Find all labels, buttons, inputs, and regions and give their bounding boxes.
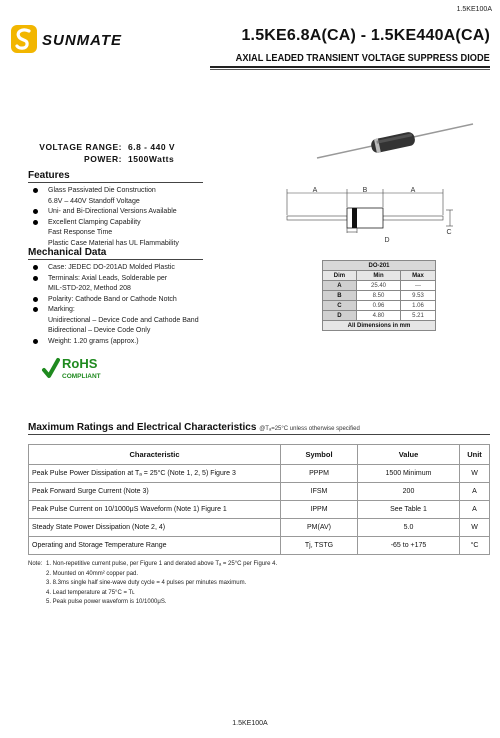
ratings-heading	[28, 422, 490, 435]
table-row: A 25.40 ---	[323, 281, 436, 291]
features-list	[28, 186, 228, 249]
col-value: Value	[358, 445, 460, 465]
note-item: 3. 8.3ms single half sine-wave duty cycle = 4 pulses per minutes maximum.	[46, 580, 247, 586]
list-item: Glass Passivated Die Construction 6.8V – 440V Standoff Voltage	[28, 186, 228, 207]
table-row: Peak Pulse Power Dissipation at Tₐ = 25°C (Note 1, 2, 5) Figure 3 PPPM 1500 Minimum W	[29, 465, 490, 483]
ratings-condition: @Tₐ=25°C unless otherwise specified	[259, 426, 360, 432]
dim-table-caption: DO-201	[323, 261, 436, 271]
list-item: Marking: Unidirectional – Device Code and Cathode Band Bidirectional – Device Code Only	[28, 305, 248, 337]
col-unit: Unit	[460, 445, 490, 465]
label-a-right: A	[410, 187, 416, 194]
rohs-badge	[40, 352, 110, 384]
power-label: POWER:	[84, 154, 122, 164]
table-row: D 4.80 5.21	[323, 311, 436, 321]
ratings-title: Maximum Ratings and Electrical Characteristics	[28, 422, 257, 433]
list-item: Weight: 1.20 grams (approx.)	[28, 337, 248, 348]
rohs-text: RoHS	[62, 356, 98, 371]
table-row: Steady State Power Dissipation (Note 2, 4) PM(AV) 5.0 W	[29, 519, 490, 537]
note-item: 5. Peak pulse power waveform is 10/1000μS.	[46, 599, 167, 605]
dimension-table	[322, 260, 436, 331]
mechanical-list	[28, 263, 248, 347]
page-title: 1.5KE6.8A(CA) - 1.5KE440A(CA)	[241, 27, 490, 44]
page-subtitle: AXIAL LEADED TRANSIENT VOLTAGE SUPPRESS DIODE	[235, 52, 490, 64]
list-item: Terminals: Axial Leads, Solderable per MIL-STD-202, Method 208	[28, 274, 248, 295]
list-item: Excellent Clamping Capability Fast Response Time Plastic Case Material has UL Flammability	[28, 218, 228, 250]
spec-block	[30, 142, 175, 166]
title-rule	[210, 66, 490, 68]
sunmate-logo	[10, 24, 130, 54]
col-symbol: Symbol	[281, 445, 358, 465]
dim-header: Dim	[323, 271, 357, 281]
logo-wordmark: SUNMATE	[42, 32, 123, 49]
list-item: Case: JEDEC DO-201AD Molded Plastic	[28, 263, 248, 274]
label-a-left: A	[312, 187, 318, 194]
label-b: B	[362, 187, 368, 194]
col-characteristic: Characteristic	[29, 445, 281, 465]
notes-block	[28, 560, 277, 608]
list-item: Polarity: Cathode Band or Cathode Notch	[28, 295, 248, 306]
table-row: B 8.50 9.53	[323, 291, 436, 301]
power-value: 1500Watts	[128, 154, 175, 164]
part-number-bottom: 1.5KE100A	[232, 720, 268, 727]
table-row: Peak Pulse Current on 10/1000μS Waveform (Note 1) Figure 1 IPPM See Table 1 A	[29, 501, 490, 519]
part-number-top: 1.5KE100A	[456, 6, 492, 13]
label-d: D	[384, 237, 390, 244]
note-item: 2. Mounted on 40mm² copper pad.	[46, 570, 139, 577]
outline-drawing	[285, 185, 465, 245]
ratings-table	[28, 444, 490, 555]
min-header: Min	[356, 271, 400, 281]
max-header: Max	[401, 271, 436, 281]
title-rule-thin	[210, 69, 490, 70]
label-c: C	[446, 229, 452, 236]
dim-table-footer: All Dimensions in mm	[323, 321, 436, 331]
voltage-value: 6.8 - 440 V	[128, 142, 176, 152]
table-row: Peak Forward Surge Current (Note 3) IFSM 200 A	[29, 483, 490, 501]
rohs-compliant-text: COMPLIANT	[62, 373, 101, 380]
note-item: 4. Lead temperature at 75°C = Tʟ	[46, 589, 135, 596]
diode-photo	[315, 122, 475, 162]
table-row: Operating and Storage Temperature Range Tj, TSTG -65 to +175 °C	[29, 537, 490, 555]
mechanical-heading: Mechanical Data	[28, 247, 203, 260]
list-item: Uni- and Bi-Directional Versions Available	[28, 207, 228, 218]
table-row: C 0.96 1.06	[323, 301, 436, 311]
features-heading: Features	[28, 170, 203, 183]
notes-prefix: Note:	[28, 561, 43, 567]
note-item: 1. Non-repetitive current pulse, per Figure 1 and derated above Tₐ = 25°C per Figure 4.	[46, 561, 278, 567]
voltage-label: VOLTAGE RANGE:	[39, 142, 122, 152]
